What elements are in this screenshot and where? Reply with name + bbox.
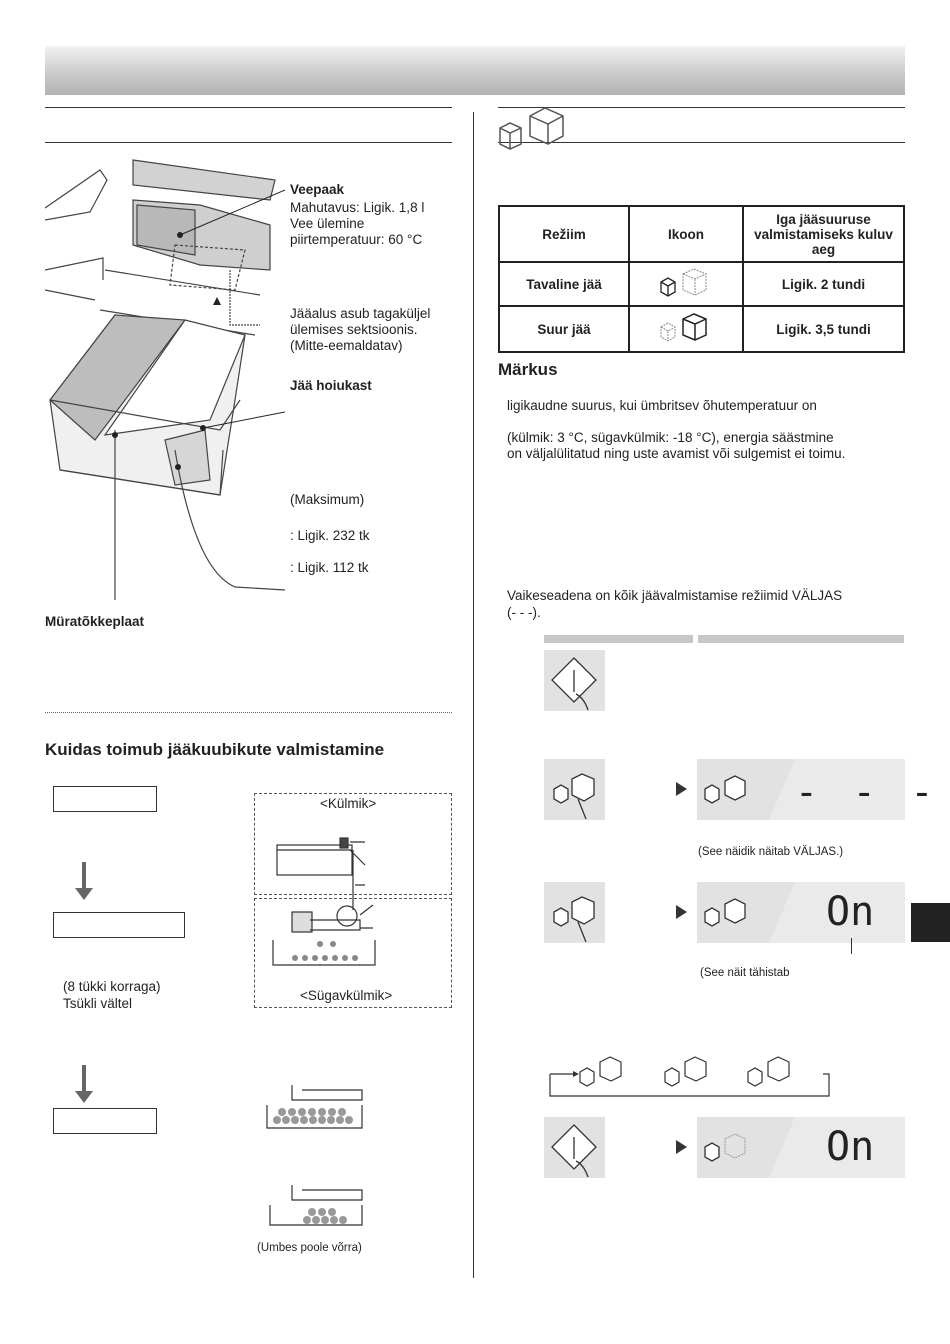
display-off-text: - - - xyxy=(795,770,940,814)
section-tab xyxy=(911,903,950,942)
touch-panel-button[interactable] xyxy=(544,1117,605,1178)
arrow-right-icon xyxy=(676,782,687,796)
touch-icon xyxy=(544,650,605,711)
label-capacity-1: : Ligik. 232 tk xyxy=(290,528,370,543)
label-umbes: (Umbes poole võrra) xyxy=(257,1242,362,1254)
pointer-line xyxy=(851,938,852,954)
mode-cycle-diagram xyxy=(545,1052,835,1097)
water-flow-diagram xyxy=(265,820,385,970)
arrow-right-icon xyxy=(676,1140,687,1154)
note-title: Märkus xyxy=(498,360,558,379)
label-jaaalus-2: ülemises sektsioonis. xyxy=(290,322,418,337)
header-banner xyxy=(45,46,905,95)
default-line-2: (- - -). xyxy=(507,605,541,620)
column-divider xyxy=(473,112,474,1278)
display-final-text: On xyxy=(826,1124,875,1170)
ice-maker-illustration xyxy=(45,150,285,620)
column-header-bar xyxy=(698,635,904,643)
process-step-box xyxy=(53,1108,157,1134)
table-row xyxy=(499,262,904,306)
ice-button[interactable] xyxy=(544,759,605,820)
process-step-box xyxy=(53,786,157,812)
arrow-down xyxy=(75,1091,93,1103)
caption-on: (See näit tähistab xyxy=(700,967,790,979)
table-cell-mode: Tavaline jää xyxy=(499,262,629,306)
cycle-note-2: Tsükli vältel xyxy=(63,996,133,1011)
label-jaaalus-3: (Mitte-eemaldatav) xyxy=(290,338,403,353)
column-header-bar xyxy=(544,635,693,643)
table-cell-icon xyxy=(629,262,743,306)
normal-ice-icon xyxy=(659,268,713,298)
arrow-right-icon xyxy=(676,905,687,919)
table-header: Ikoon xyxy=(629,206,743,262)
ice-bin-diagrams xyxy=(262,1080,382,1230)
table-cell-icon xyxy=(629,306,743,352)
label-veepaak: Veepaak xyxy=(290,182,345,197)
table-cell-mode: Suur jää xyxy=(499,306,629,352)
table-header: Iga jääsuuruse valmistamiseks kuluv aeg xyxy=(743,206,904,262)
cycle-note-1: (8 tükki korraga) xyxy=(63,979,161,994)
touch-icon xyxy=(544,1117,605,1178)
process-step-box xyxy=(53,912,185,938)
dotted-separator xyxy=(45,712,452,713)
rule xyxy=(45,107,452,108)
ice-cube-icons xyxy=(497,104,569,150)
label-kulmik: <Külmik> xyxy=(320,796,377,811)
ice-button[interactable] xyxy=(544,882,605,943)
note-line-3: on väljalülitatud ning uste avamist või sulgemist ei toimu. xyxy=(507,446,846,461)
table-header: Režiim xyxy=(499,206,629,262)
note-line-2: (külmik: 3 °C, sügavkülmik: -18 °C), energia säästmine xyxy=(507,430,834,445)
label-maksimum: (Maksimum) xyxy=(290,492,365,507)
label-sugavkulmik: <Sügavkülmik> xyxy=(300,988,393,1003)
table-cell-time: Ligik. 2 tundi xyxy=(743,262,904,306)
label-vee-ulemine: Vee ülemine xyxy=(290,216,365,231)
label-mahutavus: Mahutavus: Ligik. 1,8 l xyxy=(290,200,425,215)
section-title: Kuidas toimub jääkuubikute valmistamine xyxy=(45,740,385,759)
ice-cube-icon xyxy=(544,882,605,943)
large-ice-icon xyxy=(659,313,713,343)
label-jaaalus-1: Jääalus asub tagaküljel xyxy=(290,306,431,321)
arrow-shaft xyxy=(82,1065,86,1093)
caption-off: (See näidik näitab VÄLJAS.) xyxy=(698,846,844,858)
table-row xyxy=(499,306,904,352)
label-hoiukast: Jää hoiukast xyxy=(290,378,372,393)
ice-cube-icon xyxy=(544,759,605,820)
display-on-text: On xyxy=(826,889,875,935)
ice-mode-table xyxy=(498,205,905,353)
note-line-1: ligikaudne suurus, kui ümbritsev õhutemperatuur on xyxy=(507,398,817,413)
rule xyxy=(45,142,452,143)
default-line-1: Vaikeseadena on kõik jäävalmistamise režiimid VÄLJAS xyxy=(507,588,843,603)
label-piirtemp: piirtemperatuur: 60 °C xyxy=(290,232,423,247)
label-capacity-2: : Ligik. 112 tk xyxy=(290,560,369,575)
touch-panel-button[interactable] xyxy=(544,650,605,711)
table-cell-time: Ligik. 3,5 tundi xyxy=(743,306,904,352)
arrow-shaft xyxy=(82,862,86,890)
label-muratokkeplaat: Müratõkkeplaat xyxy=(45,614,145,629)
